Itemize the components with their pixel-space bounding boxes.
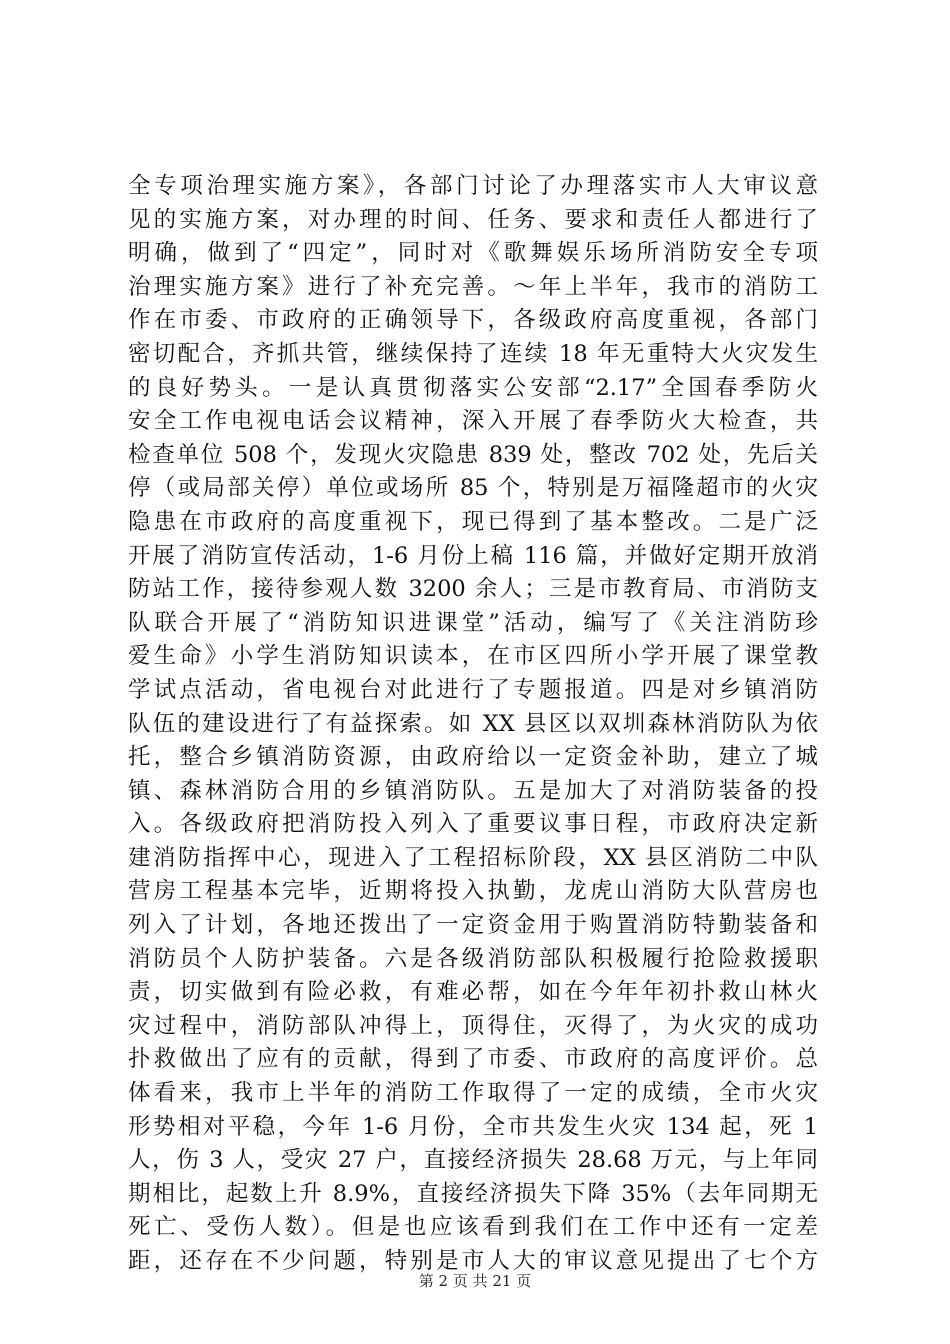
text-line: 学试点活动，省电视台对此进行了专题报道。四是对乡镇消防 [128,676,818,703]
text-line: 安全工作电视电话会议精神，深入开展了春季防火大检查，共 [128,408,818,435]
text-line: 死亡、受伤人数）。但是也应该看到我们在工作中还有一定差 [128,1214,818,1241]
text-line: 停（或局部关停）单位或场所 85 个，特别是万福隆超市的火灾 [128,475,818,502]
text-line: 形势相对平稳，今年 1-6 月份，全市共发生火灾 134 起，死 1 [128,1113,818,1140]
text-line: 防站工作，接待参观人数 3200 余人；三是市教育局、市消防支 [128,576,818,603]
text-line: 营房工程基本完毕，近期将投入执勤，龙虎山消防大队营房也 [128,878,818,905]
text-line: 作在市委、市政府的正确领导下，各级政府高度重视，各部门 [128,307,818,334]
body-text [128,170,818,1279]
text-line: 期相比，起数上升 8.9%，直接经济损失下降 35%（去年同期无 [128,1180,818,1207]
text-line: 体看来，我市上半年的消防工作取得了一定的成绩，全市火灾 [128,1080,818,1107]
text-line: 扑救做出了应有的贡献，得到了市委、市政府的高度评价。总 [128,1046,818,1073]
text-line: 责，切实做到有险必救，有难必帮，如在今年年初扑救山林火 [128,979,818,1006]
text-line: 托，整合乡镇消防资源，由政府给以一定资金补助，建立了城 [128,744,818,771]
text-line: 消防员个人防护装备。六是各级消防部队积极履行抢险救援职 [128,945,818,972]
text-line: 密切配合，齐抓共管，继续保持了连续 18 年无重特大火灾发生 [128,340,818,367]
text-line: 全专项治理实施方案》，各部门讨论了办理落实市人大审议意 [128,173,818,199]
text-line: 队伍的建设进行了有益探索。如 XX 县区以双圳森林消防队为依 [128,710,818,737]
text-line: 入。各级政府把消防投入列入了重要议事日程，市政府决定新 [128,811,818,838]
text-line: 隐患在市政府的高度重视下，现已得到了基本整改。二是广泛 [128,508,818,535]
text-line: 建消防指挥中心，现进入了工程招标阶段，XX 县区消防二中队 [128,844,818,871]
text-line: 爱生命》小学生消防知识读本，在市区四所小学开展了课堂教 [128,643,818,670]
page-footer: 第 2 页 共 21 页 [418,1272,532,1290]
text-line: 检查单位 508 个，发现火灾隐患 839 处，整改 702 处，先后关 [128,441,818,468]
text-line: 人，伤 3 人，受灾 27 户，直接经济损失 28.68 万元，与上年同 [128,1147,818,1174]
text-line: 开展了消防宣传活动，1-6 月份上稿 116 篇，并做好定期开放消 [128,542,818,569]
text-line: 见的实施方案，对办理的时间、任务、要求和责任人都进行了 [128,206,818,233]
text-line: 列入了计划，各地还拨出了一定资金用于购置消防特勤装备和 [128,912,818,939]
text-line: 治理实施方案》进行了补充完善。～年上半年，我市的消防工 [128,273,818,300]
text-line: 距，还存在不少问题，特别是市人大的审议意见提出了七个方 [128,1248,818,1274]
text-line: 镇、森林消防合用的乡镇消防队。五是加大了对消防装备的投 [128,777,818,804]
text-line: 灾过程中，消防部队冲得上，顶得住，灭得了，为火灾的成功 [128,1012,818,1039]
text-line: 的良好势头。一是认真贯彻落实公安部“2.17”全国春季防火 [128,374,818,401]
text-line: 明确，做到了“四定”，同时对《歌舞娱乐场所消防安全专项 [128,240,818,267]
text-line: 队联合开展了“消防知识进课堂”活动，编写了《关注消防珍 [128,609,818,636]
